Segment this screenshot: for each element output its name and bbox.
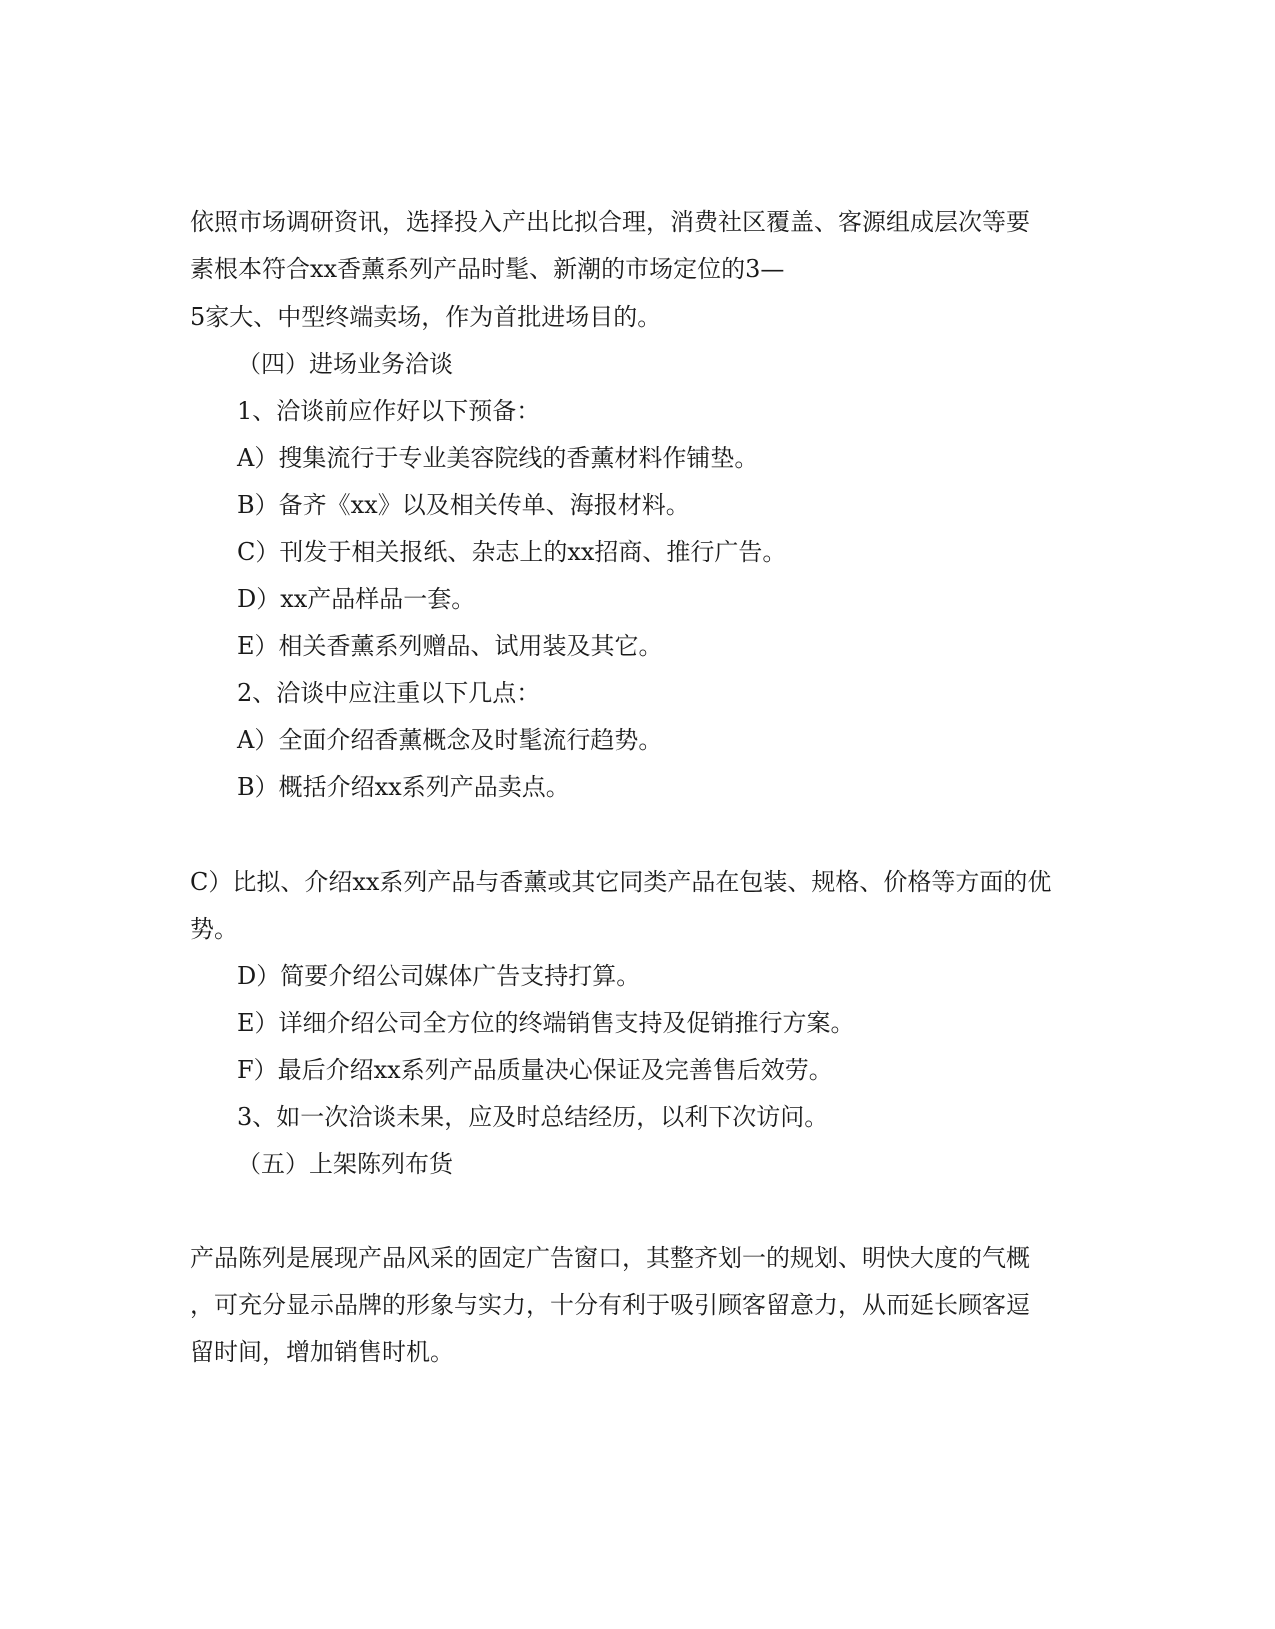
list-item: C）比拟、介绍xx系列产品与香薰或其它同类产品在包装、规格、价格等方面的优	[190, 868, 1052, 896]
paragraph-line: ，可充分显示品牌的形象与实力，十分有利于吸引顾客留意力，从而延长顾客逗	[190, 1291, 1030, 1319]
paragraph-line: 依照市场调研资讯，选择投入产出比拟合理，消费社区覆盖、客源组成层次等要	[190, 208, 1030, 236]
list-item: A）全面介绍香薰概念及时髦流行趋势。	[237, 726, 663, 754]
list-item: F）最后介绍xx系列产品质量决心保证及完善售后效劳。	[237, 1056, 833, 1084]
paragraph-line: 素根本符合xx香薰系列产品时髦、新潮的市场定位的3—	[190, 255, 785, 283]
list-item: E）详细介绍公司全方位的终端销售支持及促销推行方案。	[237, 1009, 855, 1037]
list-item: E）相关香薰系列赠品、试用装及其它。	[237, 632, 663, 660]
list-item: B）备齐《xx》以及相关传单、海报材料。	[237, 491, 690, 519]
list-item: D）简要介绍公司媒体广告支持打算。	[237, 962, 641, 990]
section-heading: （四）进场业务洽谈	[237, 350, 453, 378]
list-heading: 2、洽谈中应注重以下几点：	[237, 679, 541, 707]
list-item-continuation: 势。	[190, 915, 238, 943]
section-heading: （五）上架陈列布货	[237, 1150, 453, 1178]
list-item: A）搜集流行于专业美容院线的香薰材料作铺垫。	[237, 444, 759, 472]
list-item: D）xx产品样品一套。	[237, 585, 476, 613]
paragraph-line: 留时间，增加销售时机。	[190, 1338, 454, 1366]
list-item: 3、如一次洽谈未果，应及时总结经历，以利下次访问。	[237, 1103, 829, 1131]
list-heading: 1、洽谈前应作好以下预备：	[237, 397, 541, 425]
paragraph-line: 5家大、中型终端卖场，作为首批进场目的。	[190, 303, 662, 331]
list-item: C）刊发于相关报纸、杂志上的xx招商、推行广告。	[237, 538, 787, 566]
paragraph-line: 产品陈列是展现产品风采的固定广告窗口，其整齐划一的规划、明快大度的气概	[190, 1244, 1030, 1272]
list-item: B）概括介绍xx系列产品卖点。	[237, 773, 570, 801]
